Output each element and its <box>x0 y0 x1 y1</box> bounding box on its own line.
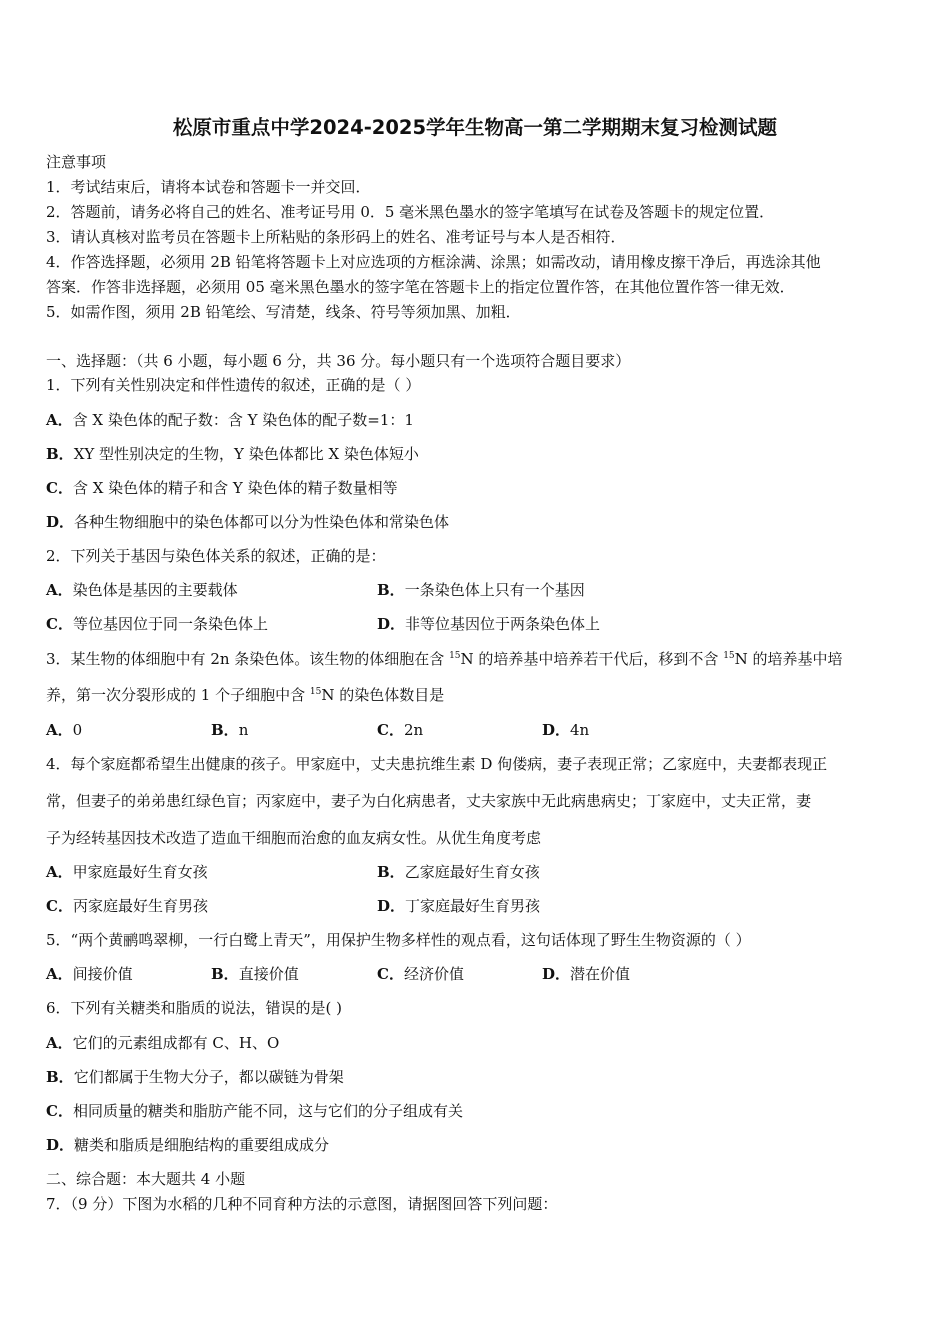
q5-option-a: A．间接价值 <box>46 965 133 983</box>
q4-stem-line1: 4．每个家庭都希望生出健康的孩子。甲家庭中，丈夫患抗维生素 D 佝偻病，妻子表现正常；乙家庭中，夫妻都表现正 <box>46 755 828 773</box>
q6-option-c: C．相同质量的糖类和脂肪产能不同，这与它们的分子组成有关 <box>46 1102 463 1120</box>
q5-option-b: B．直接价值 <box>211 965 299 983</box>
q4-stem-line3: 子为经转基因技术改造了造血干细胞而治愈的血友病女性。从优生角度考虑 <box>46 829 542 847</box>
q3-option-b: B．n <box>211 721 249 739</box>
q3-option-a: A．0 <box>46 721 83 739</box>
q4-option-c: C．丙家庭最好生育男孩 <box>46 897 208 915</box>
q6-option-a: A．它们的元素组成都有 C、H、O <box>46 1034 280 1052</box>
q5-option-c: C．经济价值 <box>377 965 464 983</box>
q2-option-d: D．非等位基因位于两条染色体上 <box>377 615 601 633</box>
q7-stem: 7．（9 分）下图为水稻的几种不同育种方法的示意图，请据图回答下列问题： <box>46 1195 558 1213</box>
q6-stem: 6．下列有关糖类和脂质的说法，错误的是( ) <box>46 999 343 1017</box>
section2-heading: 二、综合题：本大题共 4 小题 <box>46 1170 246 1188</box>
q1-option-d: D．各种生物细胞中的染色体都可以分为性染色体和常染色体 <box>46 513 450 531</box>
notice-item-2: 2．答题前，请务必将自己的姓名、准考证号用 0．5 毫米黑色墨水的签字笔填写在试卷及答题卡的规定位置． <box>46 203 775 221</box>
notice-item-5: 5．如需作图，须用 2B 铅笔绘、写清楚，线条、符号等须加黑、加粗． <box>46 303 521 321</box>
q5-stem: 5．“两个黄鹂鸣翠柳，一行白鹭上青天”，用保护生物多样性的观点看，这句话体现了野生生物资源的（ ） <box>46 931 751 949</box>
q2-option-c: C．等位基因位于同一条染色体上 <box>46 615 268 633</box>
q2-stem: 2．下列关于基因与染色体关系的叙述，正确的是： <box>46 547 386 565</box>
notice-heading: 注意事项 <box>46 153 107 171</box>
notice-item-4: 4．作答选择题，必须用 2B 铅笔将答题卡上对应选项的方框涂满、涂黑；如需改动，请用橡皮擦干净后，再选涂其他 <box>46 253 821 271</box>
q3-stem-line2: 养，第一次分裂形成的 1 个子细胞中含 $^{15}$N 的染色体数目是 <box>46 686 445 704</box>
q4-option-d: D．丁家庭最好生育男孩 <box>377 897 541 915</box>
q4-option-a: A．甲家庭最好生育女孩 <box>46 863 208 881</box>
q3-option-d: D．4n <box>542 721 590 739</box>
q1-option-a: A．含 X 染色体的配子数：含 Y 染色体的配子数=1：1 <box>46 411 414 429</box>
q2-option-b: B．一条染色体上只有一个基因 <box>377 581 585 599</box>
q1-option-c: C．含 X 染色体的精子和含 Y 染色体的精子数量相等 <box>46 479 398 497</box>
notice-item-1: 1．考试结束后，请将本试卷和答题卡一并交回． <box>46 178 371 196</box>
q1-stem: 1．下列有关性别决定和伴性遗传的叙述，正确的是（ ） <box>46 376 421 394</box>
page-title: 松原市重点中学2024-2025学年生物高一第二学期期末复习检测试题 <box>172 116 778 139</box>
q5-option-d: D．潜在价值 <box>542 965 631 983</box>
section1-heading: 一、选择题：（共 6 小题，每小题 6 分，共 36 分。每小题只有一个选项符合题目要求） <box>46 352 631 370</box>
notice-item-3: 3．请认真核对监考员在答题卡上所粘贴的条形码上的姓名、准考证号与本人是否相符． <box>46 228 626 246</box>
q3-option-c: C．2n <box>377 721 424 739</box>
q4-stem-line2: 常，但妻子的弟弟患红绿色盲；丙家庭中，妻子为白化病患者，丈夫家族中无此病患病史；丁家庭中，丈夫正常，妻 <box>46 792 812 810</box>
q2-option-a: A．染色体是基因的主要载体 <box>46 581 238 599</box>
q4-option-b: B．乙家庭最好生育女孩 <box>377 863 540 881</box>
q6-option-b: B．它们都属于生物大分子，都以碳链为骨架 <box>46 1068 344 1086</box>
q1-option-b: B．XY 型性别决定的生物，Y 染色体都比 X 染色体短小 <box>46 445 419 463</box>
q3-stem-line1: 3．某生物的体细胞中有 2n 条染色体。该生物的体细胞在含 $^{15}$N 的培养基中培养若干代后，移到不含 $^{15}$N 的培养基中培 <box>46 650 843 668</box>
q6-option-d: D．糖类和脂质是细胞结构的重要组成成分 <box>46 1136 330 1154</box>
notice-item-4-cont: 答案．作答非选择题，必须用 05 毫米黑色墨水的签字笔在答题卡上的指定位置作答，在其他位置作答一律无效． <box>46 278 795 296</box>
